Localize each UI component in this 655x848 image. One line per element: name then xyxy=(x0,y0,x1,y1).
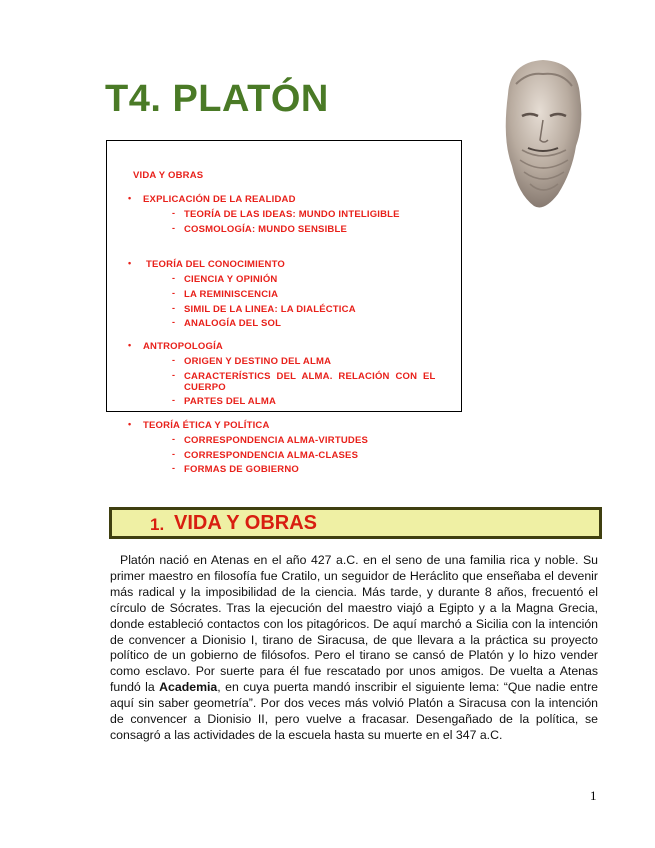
body-paragraph xyxy=(110,553,598,744)
bullet-icon: • xyxy=(128,419,132,429)
toc-item: PARTES DEL ALMA xyxy=(184,396,277,407)
dash-icon: - xyxy=(172,223,176,233)
dash-icon: - xyxy=(172,434,176,444)
academia-bold: Academia xyxy=(159,680,218,695)
section-title: VIDA Y OBRAS xyxy=(174,512,317,534)
toc-section: EXPLICACIÓN DE LA REALIDAD xyxy=(143,194,296,205)
bullet-icon: • xyxy=(128,193,132,203)
body-text-part1: Platón nació en Atenas en el año 427 a.C. en el seno de una familia rica y noble. Su primer maestro en filosofía fue Cratilo, un seguidor de Heráclito que enseñaba el devenir más radical y la imposibilidad de la ciencia. Más tarde, y durante 8 años, frecuentó el círculo de Sócrates. Tras la ejecución del maestro viajó a Egipto y a la Magna Grecia, donde estableció contactos con los pitagóricos. De aquí marchó a Sicilia con la intención de convencer a Dionisio I, tirano de Siracusa, de que llevara a la práctica su proyecto político de un gobierno de filósofos. Pero el tirano se cansó de Platón y lo hizo vender como esclavo. Por suerte para él fue rescatado por unos amigos. De vuelta a Atenas fundó la xyxy=(110,553,598,695)
section-heading xyxy=(109,507,602,539)
bullet-icon: • xyxy=(128,258,132,268)
body-text-part2: , en cuya puerta mandó inscribir el siguiente lema: “Que nadie entre aquí sin saber geometría”. Por dos veces más volvió Platón a Siracusa con la intención de convencer a Dionisio II, pero vuelve a fracasar. Desengañado de la política, se consagró a las actividades de la escuela hasta su muerte en el 347 a.C. xyxy=(110,680,598,742)
page-title: T4. PLATÓN xyxy=(105,78,329,120)
dash-icon: - xyxy=(172,288,176,298)
dash-icon: - xyxy=(172,463,176,473)
toc-item: ANALOGÍA DEL SOL xyxy=(184,318,282,329)
toc-item: CORRESPONDENCIA ALMA-VIRTUDES xyxy=(184,435,369,446)
toc-item: CIENCIA Y OPINIÓN xyxy=(184,274,278,285)
toc-item-continuation: CUERPO xyxy=(184,382,226,393)
toc-item: FORMAS DE GOBIERNO xyxy=(184,464,299,475)
toc-section: TEORÍA ÉTICA Y POLÍTICA xyxy=(143,420,270,431)
dash-icon: - xyxy=(172,449,176,459)
bullet-icon: • xyxy=(128,340,132,350)
section-number: 1. xyxy=(150,515,165,534)
toc-item: LA REMINISCENCIA xyxy=(184,289,279,300)
plato-bust-image xyxy=(488,54,598,214)
dash-icon: - xyxy=(172,355,176,365)
dash-icon: - xyxy=(172,395,176,405)
dash-icon: - xyxy=(172,370,176,380)
toc-item: CORRESPONDENCIA ALMA-CLASES xyxy=(184,450,359,461)
toc-section: TEORÍA DEL CONOCIMIENTO xyxy=(146,259,286,270)
toc-item: TEORÍA DE LAS IDEAS: MUNDO INTELIGIBLE xyxy=(184,209,400,220)
dash-icon: - xyxy=(172,273,176,283)
toc-item: SIMIL DE LA LINEA: LA DIALÉCTICA xyxy=(184,304,356,315)
toc-header: VIDA Y OBRAS xyxy=(133,170,204,181)
toc-item: CARACTERÍSTICS DEL ALMA. RELACIÓN CON EL xyxy=(184,371,436,382)
toc-item: ORIGEN Y DESTINO DEL ALMA xyxy=(184,356,332,367)
toc-section: ANTROPOLOGÍA xyxy=(143,341,223,352)
toc-item: COSMOLOGÍA: MUNDO SENSIBLE xyxy=(184,224,348,235)
page-number: 1 xyxy=(590,788,597,803)
dash-icon: - xyxy=(172,303,176,313)
dash-icon: - xyxy=(172,208,176,218)
dash-icon: - xyxy=(172,317,176,327)
